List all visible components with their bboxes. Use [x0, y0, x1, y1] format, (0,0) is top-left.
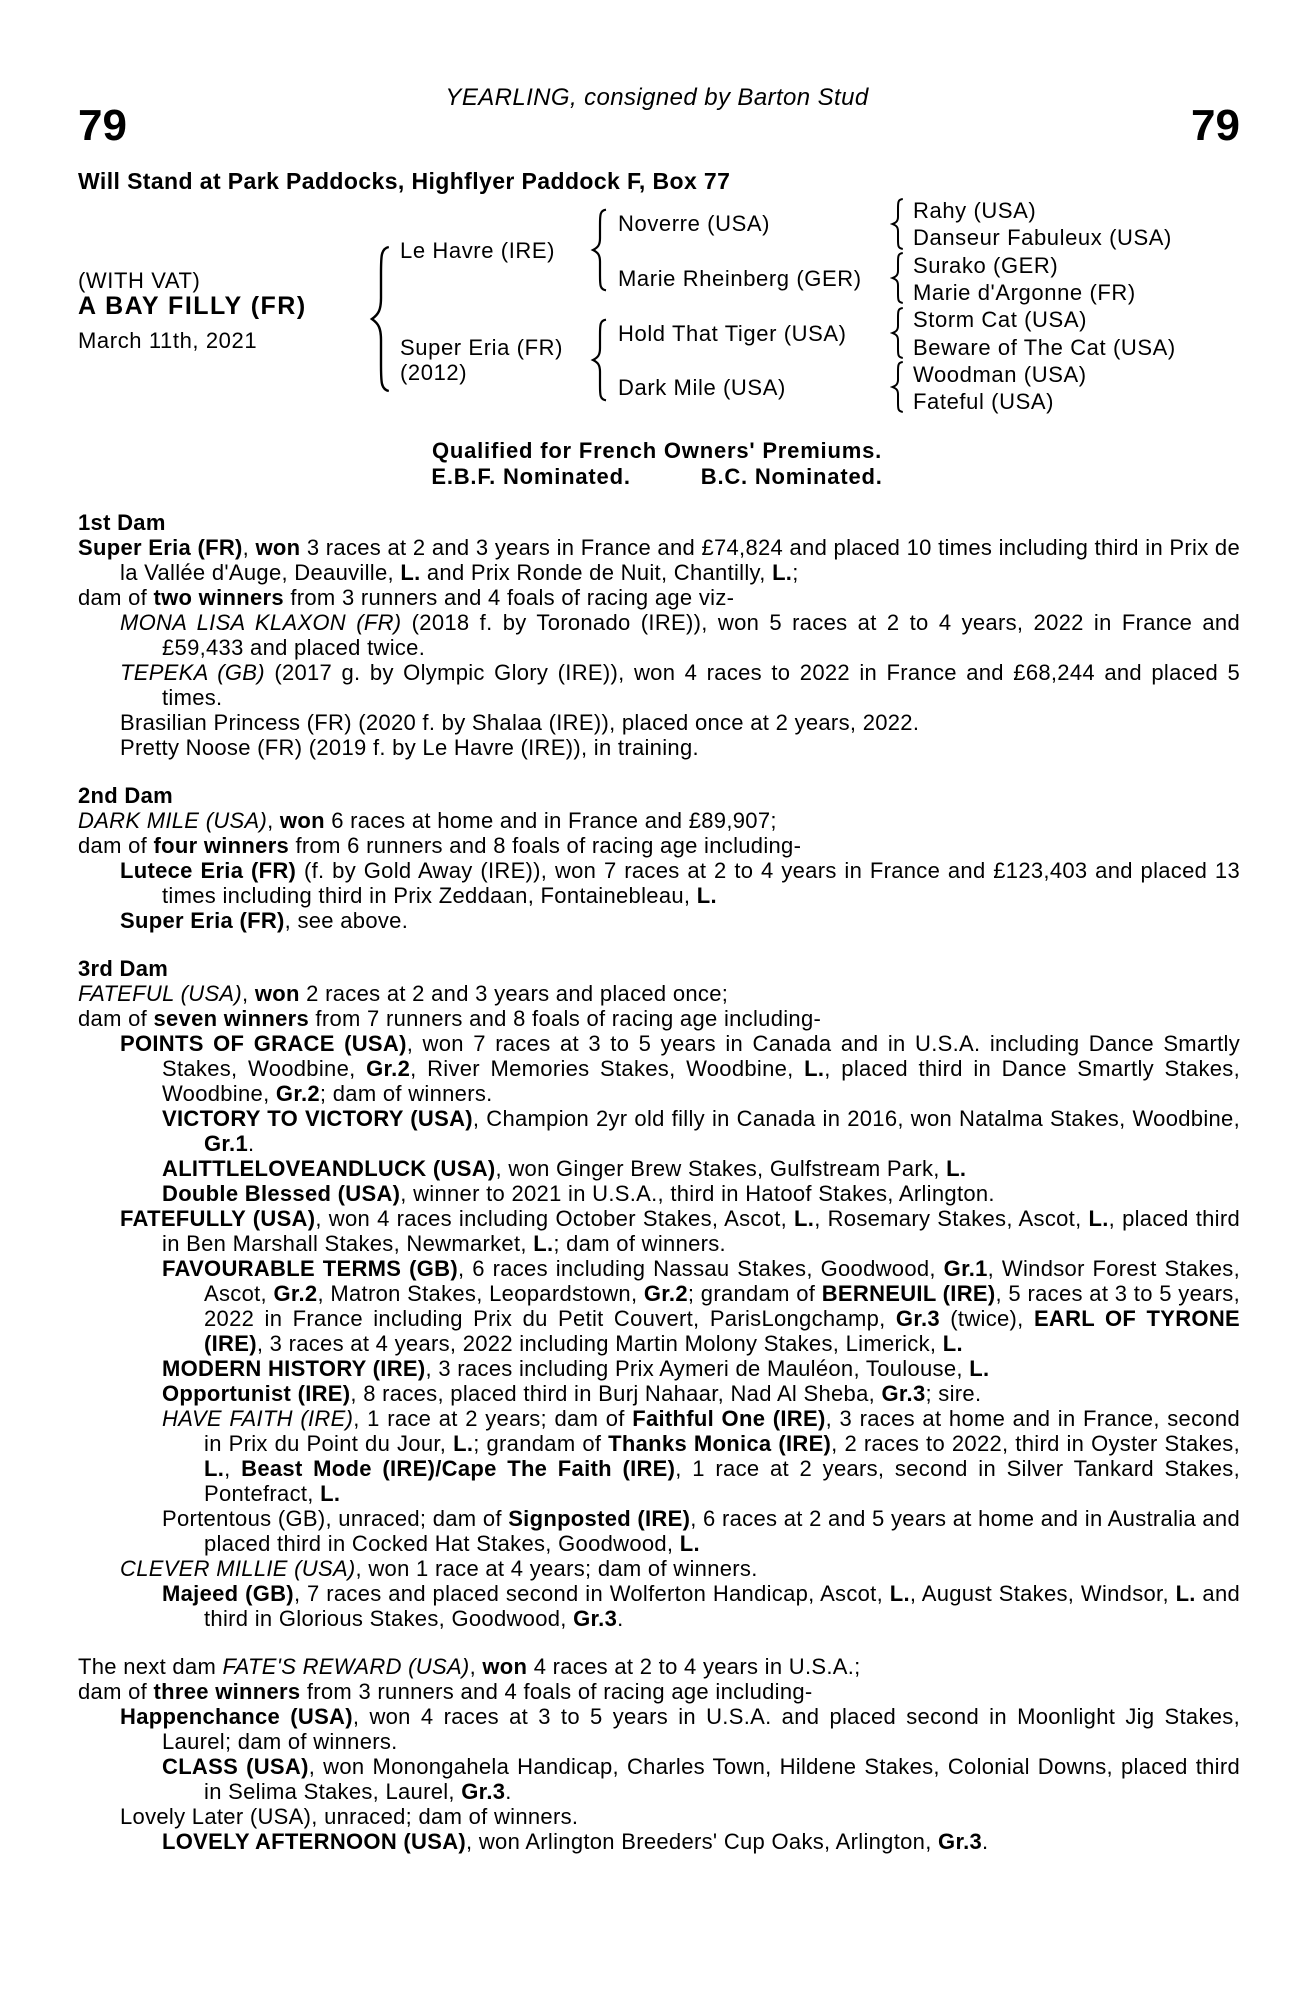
text-run: 2 races at 2 and 3 years and placed once; [299, 981, 729, 1006]
pedigree-dam-year: (2012) [400, 360, 468, 385]
dam-section [78, 510, 1240, 760]
pedigree-brace-g3-4 [890, 361, 906, 413]
horse-name-or-grade: VICTORY TO VICTORY (USA) [162, 1106, 473, 1131]
bc-nominated-label: B.C. Nominated. [700, 464, 883, 489]
horse-name-or-grade: Gr.2 [275, 1081, 320, 1106]
text-run: (2018 f. by Toronado (IRE)), won 5 races at 2 to 4 years, 2022 in France and £59,433 and placed twice. [162, 610, 1240, 660]
text-run: , 1 race at 2 years; dam of [353, 1406, 633, 1431]
catalogue-paragraph [78, 1031, 1240, 1106]
text-run: ; sire. [925, 1381, 982, 1406]
catalogue-paragraph [78, 1704, 1240, 1754]
horse-name-or-grade: HAVE FAITH (IRE) [162, 1406, 354, 1431]
catalogue-paragraph [78, 1381, 1240, 1406]
horse-name-or-grade: Beast Mode (IRE)/Cape The Faith (IRE) [241, 1456, 676, 1481]
pedigree-gen3-name: Beware of The Cat (USA) [913, 335, 1176, 360]
text-run: Pretty Noose (FR) (2019 f. by Le Havre (IRE)), in training. [120, 735, 699, 760]
text-run: , 2 races to 2022, third in Oyster Stakes, [831, 1431, 1241, 1456]
horse-name-or-grade: BERNEUIL (IRE) [821, 1281, 996, 1306]
pedigree-gen3-name: Surako (GER) [913, 253, 1059, 278]
pedigree-dam: Super Eria (FR) [400, 335, 564, 360]
premiums-notice: Qualified for French Owners' Premiums. [431, 438, 883, 463]
pedigree-gen3-name: Fateful (USA) [913, 389, 1055, 414]
horse-name-or-grade: Signposted (IRE) [508, 1506, 691, 1531]
catalogue-paragraph [78, 1581, 1240, 1631]
text-run: , winner to 2021 in U.S.A., third in Hatoof Stakes, Arlington. [400, 1181, 995, 1206]
ebf-nominated-label: E.B.F. Nominated. [431, 464, 631, 489]
horse-name-or-grade: L. [679, 1531, 700, 1556]
text-run: . [248, 1131, 255, 1156]
text-run: , see above. [284, 908, 409, 933]
text-run: Lovely Later (USA), unraced; dam of winners. [120, 1804, 579, 1829]
text-run: , placed third in Dance Smartly Stakes, Woodbine, [162, 1056, 1241, 1106]
text-run: , 7 races and placed second in Wolferton Handicap, Ascot, [293, 1581, 890, 1606]
catalogue-paragraph [78, 1156, 1240, 1181]
catalogue-paragraph [78, 735, 1240, 760]
lot-number-left: 79 [78, 101, 127, 150]
text-run: , [469, 1654, 483, 1679]
text-run: 3 races at 2 and 3 years in France and £74,824 and placed 10 times including third in Prix de la Vallée d'Auge, Deauville, [120, 535, 1240, 585]
text-run: (twice), [939, 1306, 1034, 1331]
horse-name-or-grade: L. [204, 1456, 225, 1481]
text-run: The next dam [78, 1654, 223, 1679]
text-run: , won Arlington Breeders' Cup Oaks, Arlington, [466, 1829, 939, 1854]
horse-name-or-grade: L. [772, 560, 793, 585]
text-run: , River Memories Stakes, Woodbine, [410, 1056, 805, 1081]
text-run: from 6 runners and 8 foals of racing age including- [289, 833, 802, 858]
text-run: , 6 races including Nassau Stakes, Goodwood, [457, 1256, 944, 1281]
catalogue-paragraph [78, 833, 1240, 858]
horse-name-or-grade: MONA LISA KLAXON (FR) [120, 610, 402, 635]
catalogue-sections [78, 510, 1240, 1854]
pedigree-dam-dam: Dark Mile (USA) [618, 375, 786, 400]
horse-name-or-grade: EARL OF TYRONE (IRE) [204, 1306, 1240, 1356]
catalogue-paragraph [78, 1679, 1240, 1704]
horse-name-or-grade: Super Eria (FR) [120, 908, 285, 933]
horse-name-or-grade: won [279, 808, 325, 833]
pedigree-sire-sire: Noverre (USA) [618, 211, 771, 236]
horse-name-or-grade: L. [320, 1481, 341, 1506]
horse-name-or-grade: Gr.2 [273, 1281, 318, 1306]
text-run: Brasilian Princess (FR) (2020 f. by Shalaa (IRE)), placed once at 2 years, 2022. [120, 710, 920, 735]
text-run: 6 races at home and in France and £89,907; [324, 808, 777, 833]
horse-name-or-grade: L. [942, 1331, 963, 1356]
catalogue-paragraph [78, 660, 1240, 710]
text-run: , [267, 808, 280, 833]
catalogue-paragraph [78, 1256, 1240, 1356]
dam-section [78, 1654, 1240, 1854]
horse-name-or-grade: Faithful One (IRE) [632, 1406, 826, 1431]
text-run: (2017 g. by Olympic Glory (IRE)), won 4 races to 2022 in France and £68,244 and placed 5 times. [162, 660, 1240, 710]
pedigree-sire-dam: Marie Rheinberg (GER) [618, 266, 862, 291]
horse-name-or-grade: Thanks Monica (IRE) [608, 1431, 832, 1456]
horse-name-or-grade: three winners [153, 1679, 301, 1704]
horse-name-or-grade: won [254, 981, 300, 1006]
horse-name-or-grade: L. [946, 1156, 967, 1181]
text-run: , won 4 races at 3 to 5 years in U.S.A. and placed second in Moonlight Jig Stakes, Laurel; dam of winners. [162, 1704, 1240, 1754]
text-run: , 6 races at 2 and 5 years at home and in Australia and placed third in Cocked Hat Stakes, Goodwood, [204, 1506, 1240, 1556]
pedigree-brace-g3-1 [890, 198, 906, 250]
pedigree-gen3-name: Marie d'Argonne (FR) [913, 280, 1136, 305]
catalogue-paragraph [78, 1006, 1240, 1031]
pedigree-brace-sire [590, 208, 610, 292]
lot-number-right: 79 [1191, 101, 1240, 150]
horse-name-or-grade: Gr.2 [366, 1056, 411, 1081]
text-run: , August Stakes, Windsor, [909, 1581, 1176, 1606]
text-run: , Matron Stakes, Leopardstown, [317, 1281, 644, 1306]
text-run: , won Ginger Brew Stakes, Gulfstream Park, [495, 1156, 947, 1181]
horse-name-or-grade: Opportunist (IRE) [162, 1381, 351, 1406]
catalogue-paragraph [78, 535, 1240, 585]
catalogue-paragraph [78, 1556, 1240, 1581]
horse-name-or-grade: LOVELY AFTERNOON (USA) [162, 1829, 467, 1854]
dam-section [78, 783, 1240, 933]
vat-note: (WITH VAT) [78, 268, 201, 293]
text-run: ; dam of winners. [319, 1081, 493, 1106]
catalogue-paragraph [78, 1406, 1240, 1506]
horse-name-or-grade: TEPEKA (GB) [120, 660, 265, 685]
horse-name-or-grade: Gr.3 [881, 1381, 926, 1406]
catalogue-paragraph [78, 585, 1240, 610]
catalogue-paragraph [78, 1754, 1240, 1804]
horse-name-or-grade: L. [794, 1206, 815, 1231]
horse-name-or-grade: Gr.1 [204, 1131, 249, 1156]
horse-name-or-grade: Happenchance (USA) [120, 1704, 353, 1729]
text-run: , won 4 races including October Stakes, Ascot, [315, 1206, 795, 1231]
text-run: , 1 race at 2 years, second in Silver Tankard Stakes, Pontefract, [204, 1456, 1240, 1506]
pedigree-dam-sire: Hold That Tiger (USA) [618, 321, 847, 346]
horse-name-or-grade: FATEFUL (USA) [78, 981, 243, 1006]
text-run: , won 7 races at 3 to 5 years in Canada and in U.S.A. including Dance Smartly Stakes, Woodbine, [162, 1031, 1240, 1081]
text-run: , Champion 2yr old filly in Canada in 2016, won Natalma Stakes, Woodbine, [472, 1106, 1240, 1131]
catalogue-paragraph [78, 981, 1240, 1006]
horse-name-or-grade: ALITTLELOVEANDLUCK (USA) [162, 1156, 496, 1181]
dam-section-heading: 3rd Dam [78, 956, 169, 981]
pedigree-gen3-name: Rahy (USA) [913, 198, 1037, 223]
text-run: , 3 races including Prix Aymeri de Mauléon, Toulouse, [425, 1356, 970, 1381]
catalogue-paragraph [78, 808, 1240, 833]
pedigree-gen3-name: Woodman (USA) [913, 362, 1087, 387]
horse-name-or-grade: Majeed (GB) [162, 1581, 294, 1606]
text-run: , won 1 race at 4 years; dam of winners. [355, 1556, 758, 1581]
pedigree-chart [78, 198, 1240, 440]
catalogue-paragraph [78, 710, 1240, 735]
pedigree-sire: Le Havre (IRE) [400, 238, 556, 263]
animal-foal-date: March 11th, 2021 [78, 328, 258, 353]
horse-name-or-grade: four winners [153, 833, 290, 858]
horse-name-or-grade: Gr.2 [643, 1281, 688, 1306]
horse-name-or-grade: Super Eria (FR) [78, 535, 243, 560]
text-run: ; dam of winners. [553, 1231, 726, 1256]
text-run: , 3 races at 4 years, 2022 including Martin Molony Stakes, Limerick, [256, 1331, 943, 1356]
catalogue-paragraph [78, 1804, 1240, 1829]
stand-location-line: Will Stand at Park Paddocks, Highflyer Paddock F, Box 77 [78, 168, 731, 194]
text-run: dam of [78, 1679, 154, 1704]
dam-section-heading: 1st Dam [78, 510, 166, 535]
text-run: , won Monongahela Handicap, Charles Town, Hildene Stakes, Colonial Downs, placed third in Selima Stakes, Laurel, [204, 1754, 1240, 1804]
catalogue-paragraph [78, 1829, 1240, 1854]
horse-name-or-grade: L. [1088, 1206, 1109, 1231]
pedigree-brace-dam [590, 318, 610, 402]
text-run: from 3 runners and 4 foals of racing age including- [300, 1679, 813, 1704]
text-run: ; grandam of [473, 1431, 609, 1456]
catalogue-paragraph [78, 1206, 1240, 1256]
horse-name-or-grade: L. [400, 560, 421, 585]
horse-name-or-grade: FAVOURABLE TERMS (GB) [162, 1256, 458, 1281]
pedigree-gen3-name: Danseur Fabuleux (USA) [913, 225, 1172, 250]
horse-name-or-grade: Lutece Eria (FR) [120, 858, 297, 883]
horse-name-or-grade: L. [696, 883, 717, 908]
horse-name-or-grade: MODERN HISTORY (IRE) [162, 1356, 426, 1381]
text-run: (f. by Gold Away (IRE)), won 7 races at 2 to 4 years in France and £123,403 and placed 13 times including third in Prix Zeddaan, Fontainebleau, [162, 858, 1241, 908]
text-run: , Windsor Forest Stakes, Ascot, [204, 1256, 1240, 1306]
pedigree-brace-g3-2 [890, 252, 906, 304]
horse-name-or-grade: L. [969, 1356, 990, 1381]
text-run: , [224, 1456, 242, 1481]
page-header-title: YEARLING, consigned by Barton Stud [445, 84, 869, 111]
text-run: and Prix Ronde de Nuit, Chantilly, [420, 560, 773, 585]
text-run: Portentous (GB), unraced; dam of [162, 1506, 509, 1531]
horse-name-or-grade: DARK MILE (USA) [78, 808, 268, 833]
text-run: from 3 runners and 4 foals of racing age viz- [283, 585, 735, 610]
horse-name-or-grade: Gr.3 [895, 1306, 940, 1331]
text-run: and third in Glorious Stakes, Goodwood, [204, 1581, 1241, 1631]
catalogue-paragraph [78, 1506, 1240, 1556]
text-run: . [617, 1606, 624, 1631]
horse-name-or-grade: L. [453, 1431, 474, 1456]
text-run: dam of [78, 585, 154, 610]
horse-name-or-grade: Gr.3 [573, 1606, 618, 1631]
text-run: from 7 runners and 8 foals of racing age including- [309, 1006, 822, 1031]
horse-name-or-grade: L. [804, 1056, 825, 1081]
text-run: , [242, 535, 256, 560]
catalogue-paragraph [78, 858, 1240, 908]
text-run: . [505, 1779, 512, 1804]
text-run: , Rosemary Stakes, Ascot, [814, 1206, 1089, 1231]
animal-name: A BAY FILLY (FR) [78, 292, 307, 320]
horse-name-or-grade: Gr.3 [461, 1779, 506, 1804]
text-run: , 8 races, placed third in Burj Nahaar, Nad Al Sheba, [350, 1381, 882, 1406]
horse-name-or-grade: Double Blessed (USA) [162, 1181, 401, 1206]
text-run: , placed third in Ben Marshall Stakes, Newmarket, [162, 1206, 1241, 1256]
horse-name-or-grade: Gr.1 [943, 1256, 988, 1281]
horse-name-or-grade: L. [1175, 1581, 1196, 1606]
nominations-notice [0, 464, 1314, 490]
horse-name-or-grade: FATEFULLY (USA) [120, 1206, 316, 1231]
text-run: dam of [78, 833, 154, 858]
dam-section [78, 956, 1240, 1631]
horse-name-or-grade: two winners [153, 585, 284, 610]
horse-name-or-grade: FATE'S REWARD (USA) [222, 1654, 470, 1679]
horse-name-or-grade: POINTS OF GRACE (USA) [120, 1031, 407, 1056]
text-run: 4 races at 2 to 4 years in U.S.A.; [527, 1654, 861, 1679]
catalogue-paragraph [78, 908, 1240, 933]
catalogue-paragraph [78, 1654, 1240, 1679]
text-run: , [242, 981, 255, 1006]
catalogue-paragraph [78, 1181, 1240, 1206]
catalogue-paragraph [78, 1356, 1240, 1381]
text-run: dam of [78, 1006, 154, 1031]
horse-name-or-grade: seven winners [153, 1006, 310, 1031]
horse-name-or-grade: CLASS (USA) [162, 1754, 309, 1779]
horse-name-or-grade: CLEVER MILLIE (USA) [120, 1556, 356, 1581]
pedigree-gen3-name: Storm Cat (USA) [913, 307, 1088, 332]
pedigree-brace-main [368, 244, 394, 394]
catalogue-paragraph [78, 610, 1240, 660]
horse-name-or-grade: Gr.3 [938, 1829, 983, 1854]
dam-section-heading: 2nd Dam [78, 783, 174, 808]
horse-name-or-grade: L. [533, 1231, 554, 1256]
pedigree-brace-g3-3 [890, 307, 906, 359]
text-run: ; [792, 560, 799, 585]
text-run: , 5 races at 3 to 5 years, 2022 in France including Prix du Petit Couvert, ParisLongchamp, [204, 1281, 1240, 1331]
text-run: . [982, 1829, 989, 1854]
horse-name-or-grade: L. [889, 1581, 910, 1606]
text-run: ; grandam of [687, 1281, 822, 1306]
horse-name-or-grade: won [255, 535, 301, 560]
horse-name-or-grade: won [482, 1654, 528, 1679]
text-run: , 3 races at home and in France, second in Prix du Point du Jour, [204, 1406, 1240, 1456]
catalogue-paragraph [78, 1106, 1240, 1156]
